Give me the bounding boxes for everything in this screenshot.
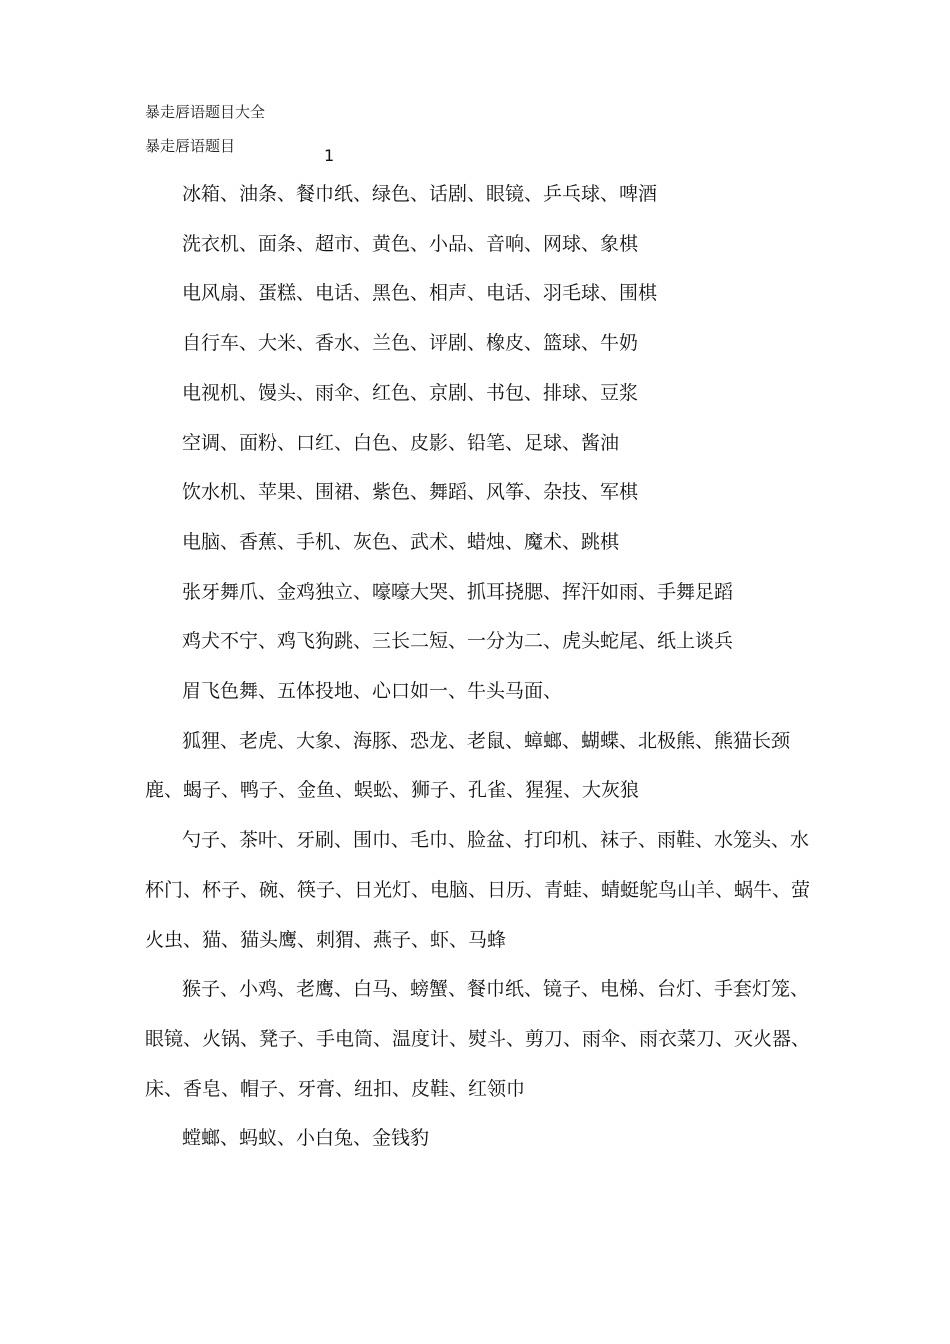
paragraph: 狐狸、老虎、大象、海豚、恐龙、老鼠、蟑螂、蝴蝶、北极熊、熊猫长颈鹿、蝎子、鸭子、金鱼、蜈蚣、狮子、孔雀、猩猩、大灰狼 [145, 729, 791, 802]
paragraph: 饮水机、苹果、围裙、紫色、舞蹈、风筝、杂技、军棋 [182, 481, 639, 504]
page-number: 1 [324, 146, 335, 165]
paragraph: 猴子、小鸡、老鹰、白马、螃蟹、餐巾纸、镜子、电梯、台灯、手套灯笼、眼镜、火锅、凳子、手电筒、温度计、熨斗、剪刀、雨伞、雨衣菜刀、灭火器、床、香皂、帽子、牙膏、纽扣、皮鞋、红领巾 [145, 978, 811, 1100]
paragraph: 冰箱、油条、餐巾纸、绿色、话剧、眼镜、乒乓球、啤酒 [182, 183, 658, 205]
document-body [145, 170, 825, 1164]
paragraph: 张牙舞爪、金鸡独立、嚎嚎大哭、抓耳挠腮、挥汗如雨、手舞足蹈 [182, 580, 734, 603]
paragraph: 电脑、香蕉、手机、灰色、武术、蜡烛、魔术、跳棋 [182, 530, 620, 553]
paragraph: 眉飞色舞、五体投地、心口如一、牛头马面、 [182, 680, 563, 703]
paragraph: 电视机、馒头、雨伞、红色、京剧、书包、排球、豆浆 [182, 381, 639, 404]
document-title: 暴走唇语题目大全 [145, 103, 266, 121]
document-subtitle: 暴走唇语题目 [145, 137, 236, 155]
paragraph: 螳螂、蚂蚁、小白兔、金钱豹 [182, 1127, 430, 1150]
paragraph: 空调、面粉、口红、白色、皮影、铅笔、足球、酱油 [182, 431, 620, 454]
paragraph: 勺子、茶叶、牙刷、围巾、毛巾、脸盆、打印机、袜子、雨鞋、水笼头、水杯门、杯子、碗、筷子、日光灯、电脑、日历、青蛙、蜻蜓鸵鸟山羊、蜗牛、萤火虫、猫、猫头鹰、刺猬、燕子、虾、马蜂 [145, 829, 811, 951]
paragraph: 鸡犬不宁、鸡飞狗跳、三长二短、一分为二、虎头蛇尾、纸上谈兵 [182, 630, 734, 653]
paragraph: 洗衣机、面条、超市、黄色、小品、音响、网球、象棋 [182, 232, 639, 255]
paragraph: 电风扇、蛋糕、电话、黑色、相声、电话、羽毛球、围棋 [182, 282, 658, 305]
paragraph: 自行车、大米、香水、兰色、评剧、橡皮、篮球、牛奶 [182, 332, 639, 355]
